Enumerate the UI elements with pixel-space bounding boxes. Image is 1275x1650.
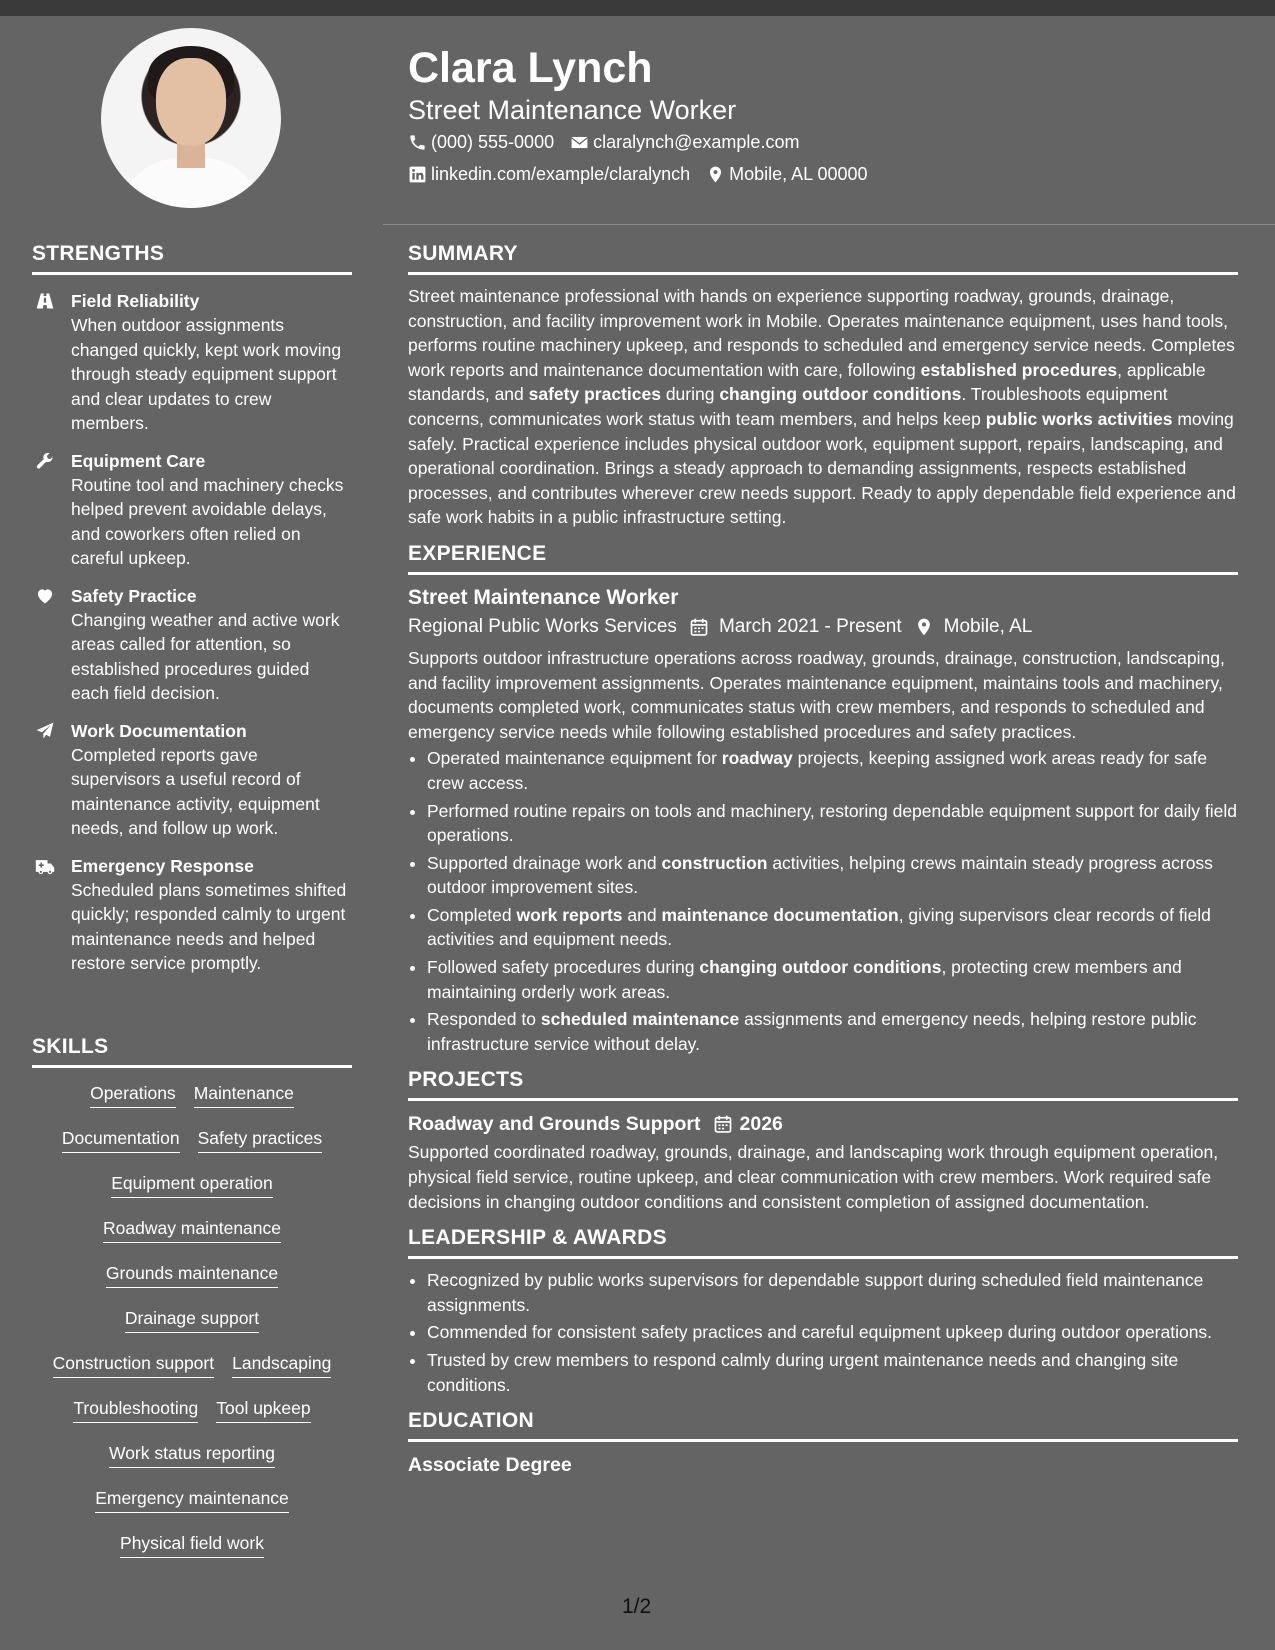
job-description: Supports outdoor infrastructure operations across roadway, grounds, drainage, construction, landscaping, and facility improvement assignments. Operates maintenance equipment, maintains tools and machinery, documents completed work, communicates status with crew members, and responds to scheduled and emergency service needs while following established procedures and safety practices. <box>408 647 1225 742</box>
text-run: moving safely. Practical experience includes physical outdoor work, equipment support, repairs, landscaping, and operational coordination. Brings a steady approach to demanding assignments, respects established processes, and contributes wherever crew needs support. Ready to apply dependable field experience and safe work habits in a public infrastructure setting. <box>408 408 1236 528</box>
project-header <box>408 1110 1238 1138</box>
strength-name: Field Reliability <box>71 291 200 311</box>
experience-bullet <box>427 851 1238 900</box>
projects-heading: PROJECTS <box>408 1068 1238 1101</box>
skill-row <box>32 1397 352 1442</box>
skill-row <box>32 1487 352 1532</box>
skill-row <box>32 1307 352 1352</box>
skill-tag: Tool upkeep <box>216 1397 310 1423</box>
text-run: Operated maintenance equipment for <box>427 748 722 769</box>
top-bar <box>0 0 1275 16</box>
road-icon <box>34 291 56 311</box>
skill-row <box>32 1082 352 1127</box>
skills-list <box>32 1082 352 1577</box>
skill-row <box>32 1262 352 1307</box>
calendar-icon <box>713 1114 733 1134</box>
skill-row <box>32 1532 352 1577</box>
email-text[interactable]: claralynch@example.com <box>593 132 800 152</box>
projects-section <box>408 1068 1238 1214</box>
phone-contact <box>408 126 554 158</box>
experience-bullet <box>427 1007 1238 1056</box>
skill-row <box>32 1217 352 1262</box>
text-run: and <box>622 904 662 925</box>
experience-bullets <box>408 746 1238 1056</box>
text-run: Supported drainage work and <box>427 852 662 873</box>
profile-photo <box>101 28 281 208</box>
leadership-heading: LEADERSHIP & AWARDS <box>408 1226 1238 1259</box>
leadership-section <box>408 1226 1238 1397</box>
experience-section <box>408 542 1238 1057</box>
map-pin-icon <box>914 617 934 637</box>
skill-tag: Drainage support <box>125 1307 259 1333</box>
education-section <box>408 1409 1238 1479</box>
job-dates: March 2021 - Present <box>718 615 902 637</box>
summary-section <box>408 242 1238 530</box>
calendar-icon <box>689 617 709 637</box>
project-name: Roadway and Grounds Support <box>408 1113 701 1136</box>
education-heading: EDUCATION <box>408 1409 1238 1442</box>
skill-row <box>32 1172 352 1217</box>
strength-item <box>32 449 352 571</box>
heart-icon <box>34 586 56 606</box>
paper-plane-icon <box>34 721 56 741</box>
skill-row <box>32 1127 352 1172</box>
location-text: Mobile, AL 00000 <box>729 164 868 184</box>
job-location: Mobile, AL <box>943 615 1033 637</box>
skill-tag: Physical field work <box>120 1532 264 1558</box>
skill-tag: Troubleshooting <box>73 1397 198 1423</box>
experience-bullet <box>427 746 1238 795</box>
phone-text: (000) 555-0000 <box>431 132 555 152</box>
leadership-bullet: • Commended for consistent safety practices and careful equipment upkeep during outdoor operations. <box>427 1320 1238 1345</box>
summary-text <box>408 284 1238 530</box>
experience-bullet <box>427 799 1238 848</box>
emphasis-text: work reports <box>516 904 623 925</box>
strength-name: Equipment Care <box>71 450 206 471</box>
linkedin-text[interactable]: linkedin.com/example/claralynch <box>431 164 691 184</box>
text-run: during <box>660 384 720 405</box>
strength-item <box>32 719 352 841</box>
strength-name: Emergency Response <box>71 855 254 876</box>
skill-tag: Documentation <box>62 1127 180 1153</box>
emphasis-text: scheduled maintenance <box>540 1009 740 1030</box>
company-name: Regional Public Works Services <box>408 615 677 637</box>
strength-item <box>32 289 352 436</box>
text-run: . Troubleshoots equipment concerns, communicates work status with team members, and helps keep <box>408 384 1168 429</box>
summary-heading: SUMMARY <box>408 242 1238 275</box>
map-pin-icon <box>706 165 725 184</box>
strengths-section <box>32 242 352 976</box>
candidate-role: Street Maintenance Worker <box>408 95 737 125</box>
text-run: , protecting crew members and maintaining orderly work areas. <box>427 957 1182 1002</box>
text-run: activities, helping crews maintain steady progress across outdoor improvement sites. <box>427 852 1213 898</box>
emphasis-text: changing outdoor conditions <box>699 957 942 978</box>
strengths-list <box>32 289 352 976</box>
job-title: Street Maintenance Worker <box>408 585 679 609</box>
skill-tag: Construction support <box>53 1352 214 1378</box>
job-meta <box>408 612 1238 642</box>
strength-item <box>32 854 352 976</box>
skill-tag: Maintenance <box>194 1082 294 1108</box>
degree-name: Associate Degree <box>408 1454 572 1477</box>
experience-heading: EXPERIENCE <box>408 542 1238 575</box>
envelope-icon <box>570 133 589 152</box>
leadership-bullet: • Trusted by crew members to respond calmly during urgent maintenance needs and changing site conditions. <box>427 1348 1238 1397</box>
emphasis-text: established procedures <box>920 359 1118 380</box>
text-run: assignments and emergency needs, helping restore public infrastructure service without delay. <box>427 1009 1197 1054</box>
strength-description: Changing weather and active work areas called for attention, so established procedures guided each field decision. <box>71 609 340 703</box>
strength-name: Work Documentation <box>71 720 247 741</box>
skill-tag: Grounds maintenance <box>106 1262 278 1288</box>
skill-tag: Equipment operation <box>111 1172 273 1198</box>
strength-description: Scheduled plans sometimes shifted quickly; responded calmly to urgent maintenance needs and helped restore service promptly. <box>71 879 347 973</box>
skill-row <box>32 1442 352 1487</box>
contact-row-2 <box>408 158 1238 190</box>
skills-heading: SKILLS <box>32 1035 352 1068</box>
text-run: Performed routine repairs on tools and machinery, restoring dependable equipment support for daily field operations. <box>427 800 1237 846</box>
emphasis-text: roadway <box>721 748 793 769</box>
phone-icon <box>408 133 427 152</box>
strength-description: When outdoor assignments changed quickly, kept work moving through steady equipment support and clear updates to crew members. <box>71 315 342 433</box>
emphasis-text: construction <box>661 852 768 873</box>
project-description: Supported coordinated roadway, grounds, drainage, and landscaping work through equipment operation, physical field service, routine upkeep, and clear communication with crew members. Work required safe decisions in changing outdoor conditions and consistent completion of assigned documentation. <box>408 1142 1219 1212</box>
text-run: , giving supervisors clear records of field activities and equipment needs. <box>427 904 1211 950</box>
contact-row-1 <box>408 126 1238 158</box>
ambulance-icon <box>34 856 56 876</box>
text-run: projects, keeping assigned work areas ready for safe crew access. <box>427 748 1208 793</box>
linkedin-icon <box>408 165 427 184</box>
skill-row <box>32 1352 352 1397</box>
emphasis-text: safety practices <box>528 384 661 405</box>
project-year: 2026 <box>739 1113 783 1136</box>
location-contact <box>706 158 867 190</box>
email-contact[interactable] <box>570 126 799 158</box>
strength-description: Routine tool and machinery checks helped prevent avoidable delays, and coworkers often relied on careful upkeep. <box>71 474 344 568</box>
experience-bullet <box>427 903 1238 952</box>
wrench-icon <box>34 451 56 471</box>
page-number: 1/2 <box>622 1595 652 1618</box>
text-run: Completed <box>427 904 517 925</box>
header-divider <box>383 224 1275 225</box>
skill-tag: Roadway maintenance <box>103 1217 281 1243</box>
experience-bullet <box>427 955 1238 1004</box>
emphasis-text: changing outdoor conditions <box>719 384 962 405</box>
text-run: Responded to <box>427 1009 541 1030</box>
skill-tag: Operations <box>90 1082 176 1108</box>
skill-tag: Work status reporting <box>109 1442 275 1468</box>
skill-tag: Landscaping <box>232 1352 331 1378</box>
emphasis-text: public works activities <box>985 408 1173 429</box>
skill-tag: Safety practices <box>198 1127 323 1153</box>
skills-section <box>32 1035 352 1577</box>
linkedin-contact[interactable] <box>408 158 690 190</box>
resume-header <box>408 42 1238 190</box>
candidate-name: Clara Lynch <box>408 44 653 92</box>
strength-name: Safety Practice <box>71 585 197 606</box>
strengths-heading: STRENGTHS <box>32 242 352 275</box>
emphasis-text: maintenance documentation <box>661 904 899 925</box>
text-run: , applicable standards, and <box>408 359 1206 405</box>
strength-description: Completed reports gave supervisors a useful record of maintenance activity, equipment needs, and follow up work. <box>71 744 320 838</box>
main-column <box>408 242 1238 1491</box>
text-run: Street maintenance professional with hands on experience supporting roadway, grounds, drainage, construction, and facility improvement work in Mobile. Operates maintenance equipment, uses hand tools, performs routine machinery upkeep, and responds to scheduled and emergency service needs. Completes work reports and maintenance documentation with care, following <box>408 286 1235 380</box>
leadership-bullet: • Recognized by public works supervisors for dependable support during scheduled field maintenance assignments. <box>427 1268 1238 1317</box>
skill-tag: Emergency maintenance <box>95 1487 289 1513</box>
strength-item <box>32 584 352 706</box>
text-run: Followed safety procedures during <box>427 957 700 978</box>
leadership-bullets <box>408 1268 1238 1397</box>
